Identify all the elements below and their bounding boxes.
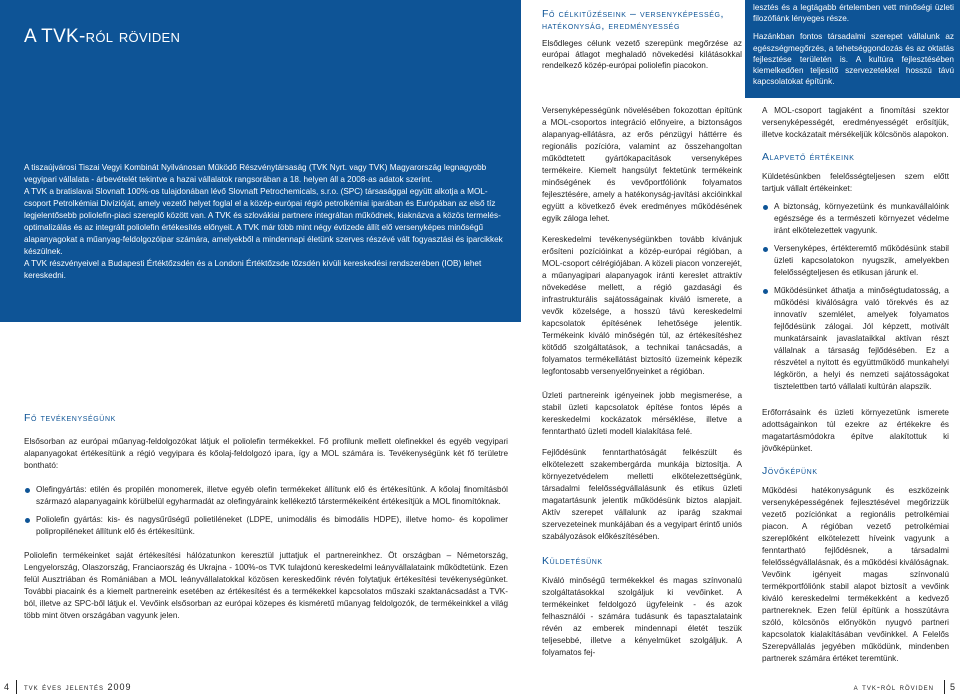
activities-list <box>24 484 508 538</box>
page-title: A TVK-ról röviden <box>24 26 181 47</box>
page-number-left: 4 <box>4 682 11 692</box>
footer-right <box>950 682 956 692</box>
footer-divider <box>16 680 17 694</box>
strategy-paragraph: Versenyképességünk növelésében fokozottan építünk a MOL-csoportos integráció előnyeire, a biztonságos alapanyag-ellátásra, az erős pénzügyi háttérre és regionális pozícióra, valamint az összehangoltan működtetett gyártókapacitások versenyképes termékeire. Kiemelt hangsúlyt fektetünk termékeink minőségének és vevőportfóliónk folyamatos fejlesztésére, amely a hatékonyság-javítási akcióinkkal együtt a következő évek eredményes működésének egyik záloga lehet. <box>542 106 742 223</box>
activities-section <box>24 412 508 622</box>
csr-paragraph: Hazánkban fontos társadalmi szerepet vállalunk az egészségmegőrzés, a tehetséggondozás és az oktatás fejlesztése területén is. A kultúra fejlesztésében kiemelkedően teljesítő szervezetekkel hosszú távú kapcsolatokat építünk. <box>753 32 954 87</box>
intro-paragraph: A TVK részvényeivel a Budapesti Értéktőzsdén és a Londoni Értéktőzsde tőzsdén kívüli kereskedési rendszerében (IOB) lehet kereskedni. <box>24 259 482 280</box>
list-item: Poliolefin gyártás: kis- és nagysűrűségű polietiléneket (LDPE, unimodális és bimodális HDPE), illetve homo- és kopolimer polipropiléneket állítunk elő és értékesítünk. <box>24 514 508 538</box>
footer-section-title: a tvk-ról röviden <box>853 682 934 692</box>
list-item: A biztonság, környezetünk és munkavállalóink egészsége és a természeti környezet védelme iránt elkötelezettek vagyunk. <box>762 201 949 237</box>
csr-paragraph: lesztés és a legtágabb értelemben vett minőségi üzleti filozófiánk lényeges része. <box>753 3 954 24</box>
mission-heading: Küldetésünk <box>542 555 603 567</box>
goals-text: Elsődleges célunk vezető szerepünk megőrzése az európai átlagot meghaladó növekedési kilátásokkal rendelkező közép-európai poliolefin piacokon. <box>542 39 742 71</box>
values-intro: Küldetésünkben felelősségteljesen szem előtt tartjuk vállalt értékeinket: <box>762 172 949 193</box>
list-item: Versenyképes, értékteremtő működésünk stabil üzleti kapcsolatokon nyugszik, amelyekben felelősségteljesen és etikusan járunk el. <box>762 243 949 279</box>
values-intro-text: A MOL-csoport tagjaként a finomítási szektor versenyképességét, eredményességét erősítjük, illetve kockázatait mérsékeljük kölcsönös alapokon. <box>762 106 949 139</box>
vision-text: Működési hatékonyságunk és eszközeink versenyképességének fejlesztésével megőrizzük vezető pozíciónkat a regionális petrolkémiai piacon. A régióban vezető petrolkémiai szereplőként elkötelezett híveink vagyunk a fenntartható fejlődésnek, a társadalmi felelősségvállalásnak, és a működési kiválóságnak. Vevőink igényeit magas színvonalú termékportfóliónk stabil alapot biztosít a vevőink kiváló kereskedelmi termékekként a kedvező partnereknek. Ezen felül építünk a hosszútávra szóló, kölcsönös előnyökön nyugvó partneri kapcsolatok kialakításában vevőinkkel. A Felelős Szerepvállalás jegyében működünk, mindenben partnerek számára értéket teremtünk. <box>762 486 949 663</box>
intro-paragraph: A tiszaújvárosi Tiszai Vegyi Kombinát Nyilvánosan Működő Részvénytársaság (TVK Nyrt. vagy TVK) Magyarország legnagyobb vegyipari vállalata - árbevételét tekintve a hazai vállalatok rangsorában a 18. helyen áll a 2008-as adatok szerint. <box>24 163 487 184</box>
mission-text: Kiváló minőségű termékekkel és magas színvonalú szolgáltatásokkal szolgáljuk ki vevőinket. A termékeinket feldolgozó ügyfeleink - és azok felhasználói - számára tudásunk és tapasztalataink révén az emberek mindennapi életét teszük teljesebbé, illetve a kényelmüket szolgáljuk. A folyamatos fej- <box>542 576 742 657</box>
goals-section <box>542 8 742 72</box>
strategy-paragraph: Fejlődésünk fenntarthatóságát felkészült és elkötelezett szakembergárda munkája biztosítja. A környezetvédelem melletti elkötelezettségünk, társadalmi felelősségvállalásunk és etikus üzleti magatartásunk jelentik működésünk biztos alapjait. Aktív szerepet vállalunk az iparág szakmai szervezeteinek munkájában és a vegyipart érintő uniós szabályozások előkészítésében. <box>542 448 742 541</box>
intro-panel <box>0 0 521 322</box>
strategy-paragraph: Üzleti partnereink igényeinek jobb megismerése, a stabil üzleti kapcsolatok építése fontos lépés a kereskedelmi kockázatok mérséklése, illetve a fenntartható üzleti modell kialakítása felé. <box>542 391 742 436</box>
vision-heading: Jövőképünk <box>762 465 818 477</box>
page-number-right: 5 <box>950 682 957 692</box>
activities-heading: Fő tevékenységünk <box>24 412 116 424</box>
intro-text <box>24 162 506 282</box>
intro-paragraph: A TVK a bratislavai Slovnaft 100%-os tulajdonában lévő Slovnaft Petrochemicals, s.r.o. (SPC) társasággal együtt alkotja a MOL-csoport Petrolkémiai Divízióját, amely vezető helyet foglal el a közép-európai régió petrolkémiai iparában és Európában az első tíz legjelentősebb poliolefin-piaci szereplő között van. A TVK és szlovákiai partnere integráltan működnek, kiaknázva a közös termelés-optimalizálás és az integrált poliolefin értékesítés előnyeit. A TVK már több mint négy évtizede állít elő versenyképes minőségű alapanyagokat a műanyag-feldolgozóipar számára, amelyekből a mindennapi életünk szerves részévé vált fogyasztási és iparcikkek készülnek. <box>24 187 503 256</box>
activities-after: Poliolefin termékeinket saját értékesítési hálózatunkon keresztül juttatjuk el partnereinkhez. Öt országban – Németország, Lengyelország, Olaszország, Franciaország és Ukrajna - 100%-os TVK tulajdonú kereskedelmi leányvállalataink működtetünk. Ezen felül Ausztriában és Romániában a MOL leányvállalatokkal közösen kereskedőink révén folytatjuk értékesítési tevékenységünket. További piacaink és a kiemelt partnereink esetében az értékesítést és a termékekkel kapcsolatos műszaki szaktanácsadást a TVK-ból, illetve az SPC-ből látjuk el. Vevőink elsősorban az európai közepes és kisméretű műanyag feldolgozók, de termékeinkkel a világ több mint ötven országában vagyunk jelen. <box>24 551 508 620</box>
strategy-column <box>542 105 742 659</box>
footer-report-title: tvk éves jelentés 2009 <box>24 682 132 692</box>
activities-intro: Elsősorban az európai műanyag-feldolgozókat látjuk el poliolefin termékekkel. Fő profilunk mellett olefinekkel és egyéb vegyipari alapanyagokat értékesítünk a régió vegyipara és kőolaj-feldolgozó ipara, így a MOL számára is. Tevékenységünk két fő területre bontható: <box>24 437 508 470</box>
csr-box <box>745 0 960 98</box>
values-heading: Alapvető értékeink <box>762 151 855 163</box>
footer-divider <box>944 680 945 694</box>
values-after: Erőforrásaink és üzleti környezetünk ismerete adottságainkon túl ezekre az értékekre és magatartásmódokra építve alakítottuk ki jövőképünket. <box>762 408 949 453</box>
list-item: Olefingyártás: etilén és propilén monomerek, illetve egyéb olefin termékeket állítunk elő és értékesítünk. A kőolaj finomításból származó alapanyagaink körülbelül egyharmadát az olefingyáraink kellékeztő társtermékeiként értékesítjük a MOL finomítóknak. <box>24 484 508 508</box>
values-list <box>762 201 949 393</box>
values-column <box>762 105 949 665</box>
goals-heading: Fő célkitűzéseink – versenyképesség, hatékonyság, eredményesség <box>542 8 725 32</box>
list-item: Működésünket áthatja a minőségtudatosság, a működési kiválóságra való törekvés és az innovatív szemlélet, amelyek folyamatos fejlődésünk zálogai. Jól képzett, motivált munkatársaink javaslataikkal aktívan részt vállalnak a társaság fejlődésében. Ez a részvétel a nyitott és együttműködő munkahelyi légkörön, a helyi és nemzeti sajátosságokat tisztelettben tartó vállalati kultúrán alapszik. <box>762 285 949 393</box>
strategy-paragraph: Kereskedelmi tevékenységünkben tovább kívánjuk erősíteni pozícióinkat a közép-európai régióban, a MOL-csoport célrégiójában. A közeli piacon vonzerejét, a műanyagipari alapanyagok iránti kereslet attraktív növekedése mellett, a régió gazdasági és infrastrukturális sajátosságainak kiváló ismerete, a vevők közelsége, a hosszú távú kereskedelmi kapcsolatok építésének lehetősége jelentik. Termékeink kiváló minőségén túl, az értékesítéshez kötődő szolgáltatások, a technikai tanácsadás, a folyamatos termékellátást biztosító üzemeink képezik legfontosabb versenyelőnyeinket a régióban. <box>542 235 742 376</box>
footer-left <box>4 682 10 692</box>
